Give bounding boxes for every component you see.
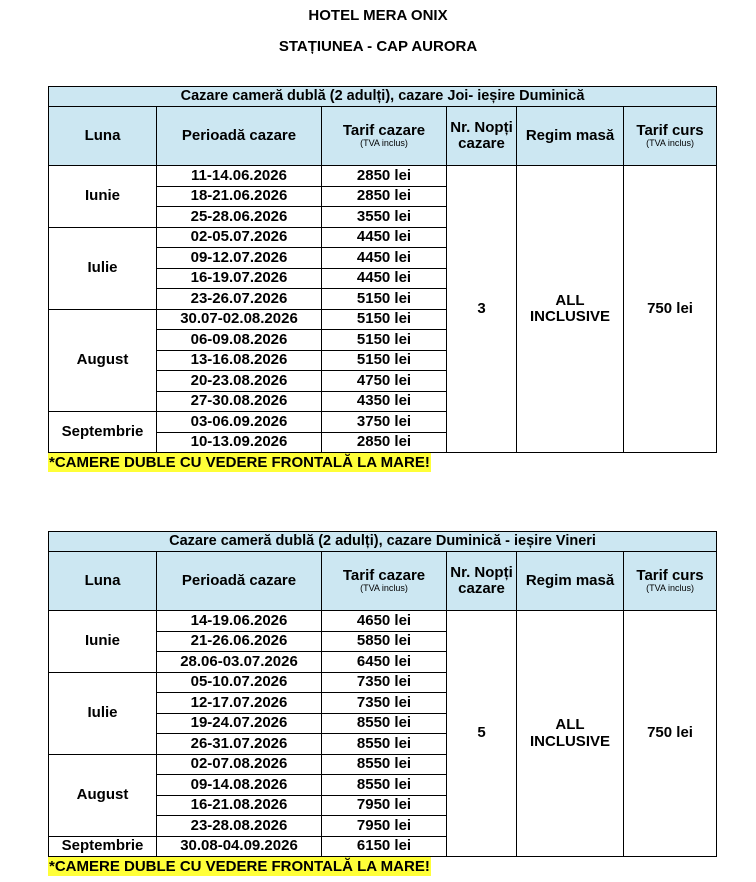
price-cell: 4750 lei xyxy=(322,371,447,392)
price-cell: 5150 lei xyxy=(322,350,447,371)
header-period-label: Perioadă cazare xyxy=(181,126,297,144)
price-cell: 8550 lei xyxy=(322,754,447,775)
price-cell: 7350 lei xyxy=(322,672,447,693)
header-course-fee-label: Tarif curs xyxy=(636,121,704,139)
table-caption: Cazare cameră dublă (2 adulți), cazare Duminică - ieșire Vineri xyxy=(49,532,717,552)
period-cell: 26-31.07.2026 xyxy=(157,734,322,755)
price-cell: 4650 lei xyxy=(322,611,447,632)
period-cell: 18-21.06.2026 xyxy=(157,186,322,207)
period-cell: 20-23.08.2026 xyxy=(157,371,322,392)
header-period xyxy=(157,107,322,166)
period-cell: 30.08-04.09.2026 xyxy=(157,836,322,857)
header-meal-label: Regim masă xyxy=(525,571,615,589)
period-cell: 12-17.07.2026 xyxy=(157,693,322,714)
header-price-label: Tarif cazare xyxy=(342,566,426,584)
period-cell: 09-14.08.2026 xyxy=(157,775,322,796)
period-cell: 25-28.06.2026 xyxy=(157,207,322,228)
header-price xyxy=(322,552,447,611)
vat-note: (TVA inclus) xyxy=(360,583,408,594)
month-cell: August xyxy=(49,754,157,836)
sea-view-note: *CAMERE DUBLE CU VEDERE FRONTALĂ LA MARE! xyxy=(49,858,430,875)
price-cell: 3550 lei xyxy=(322,207,447,228)
header-row xyxy=(49,552,717,611)
period-cell: 09-12.07.2026 xyxy=(157,248,322,269)
period-cell: 27-30.08.2026 xyxy=(157,391,322,412)
period-cell: 28.06-03.07.2026 xyxy=(157,652,322,673)
table-caption-row xyxy=(49,87,717,107)
nights-cell: 3 xyxy=(447,166,517,453)
month-cell: Iunie xyxy=(49,611,157,673)
price-table-thursday-sunday xyxy=(48,86,717,453)
header-course-fee xyxy=(624,552,717,611)
header-month-label: Luna xyxy=(84,571,121,589)
period-cell: 02-07.08.2026 xyxy=(157,754,322,775)
course-fee-cell: 750 lei xyxy=(624,166,717,453)
period-cell: 16-21.08.2026 xyxy=(157,795,322,816)
period-cell: 10-13.09.2026 xyxy=(157,432,322,453)
header-course-fee xyxy=(624,107,717,166)
month-cell: August xyxy=(49,309,157,412)
table-row xyxy=(49,611,717,632)
price-cell: 4350 lei xyxy=(322,391,447,412)
price-cell: 4450 lei xyxy=(322,268,447,289)
period-cell: 21-26.06.2026 xyxy=(157,631,322,652)
hotel-title: HOTEL MERA ONIX xyxy=(308,7,448,24)
price-cell: 4450 lei xyxy=(322,227,447,248)
month-cell: Septembrie xyxy=(49,836,157,857)
vat-note: (TVA inclus) xyxy=(646,583,694,594)
nights-cell: 5 xyxy=(447,611,517,857)
period-cell: 23-28.08.2026 xyxy=(157,816,322,837)
meal-cell: ALL INCLUSIVE xyxy=(517,166,624,453)
price-cell: 2850 lei xyxy=(322,166,447,187)
header-nights-label: Nr. Nopți cazare xyxy=(450,563,513,597)
header-period xyxy=(157,552,322,611)
table-row xyxy=(49,166,717,187)
price-cell: 5850 lei xyxy=(322,631,447,652)
table-caption: Cazare cameră dublă (2 adulți), cazare Joi- ieșire Duminică xyxy=(49,87,717,107)
price-cell: 5150 lei xyxy=(322,309,447,330)
period-cell: 11-14.06.2026 xyxy=(157,166,322,187)
price-cell: 7350 lei xyxy=(322,693,447,714)
header-course-fee-label: Tarif curs xyxy=(636,566,704,584)
header-nights xyxy=(447,107,517,166)
period-cell: 06-09.08.2026 xyxy=(157,330,322,351)
price-cell: 6150 lei xyxy=(322,836,447,857)
price-cell: 8550 lei xyxy=(322,713,447,734)
price-cell: 6450 lei xyxy=(322,652,447,673)
price-cell: 3750 lei xyxy=(322,412,447,433)
vat-note: (TVA inclus) xyxy=(360,138,408,149)
header-month xyxy=(49,552,157,611)
price-cell: 7950 lei xyxy=(322,816,447,837)
month-cell: Iulie xyxy=(49,227,157,309)
header-price-label: Tarif cazare xyxy=(342,121,426,139)
price-cell: 8550 lei xyxy=(322,775,447,796)
header-meal-label: Regim masă xyxy=(525,126,615,144)
period-cell: 16-19.07.2026 xyxy=(157,268,322,289)
price-table-sunday-friday xyxy=(48,531,717,857)
price-cell: 5150 lei xyxy=(322,330,447,351)
header-price xyxy=(322,107,447,166)
price-cell: 8550 lei xyxy=(322,734,447,755)
month-cell: Iulie xyxy=(49,672,157,754)
sea-view-note: *CAMERE DUBLE CU VEDERE FRONTALĂ LA MARE! xyxy=(49,454,430,471)
course-fee-cell: 750 lei xyxy=(624,611,717,857)
price-cell: 7950 lei xyxy=(322,795,447,816)
vat-note: (TVA inclus) xyxy=(646,138,694,149)
header-meal xyxy=(517,107,624,166)
resort-title: STAȚIUNEA - CAP AURORA xyxy=(278,38,478,55)
period-cell: 30.07-02.08.2026 xyxy=(157,309,322,330)
meal-cell: ALL INCLUSIVE xyxy=(517,611,624,857)
header-row xyxy=(49,107,717,166)
period-cell: 02-05.07.2026 xyxy=(157,227,322,248)
header-nights xyxy=(447,552,517,611)
price-cell: 2850 lei xyxy=(322,186,447,207)
period-cell: 03-06.09.2026 xyxy=(157,412,322,433)
header-period-label: Perioadă cazare xyxy=(181,571,297,589)
header-month xyxy=(49,107,157,166)
period-cell: 05-10.07.2026 xyxy=(157,672,322,693)
header-nights-label: Nr. Nopți cazare xyxy=(450,118,513,152)
header-month-label: Luna xyxy=(84,126,121,144)
month-cell: Iunie xyxy=(49,166,157,228)
price-cell: 2850 lei xyxy=(322,432,447,453)
table-caption-row xyxy=(49,532,717,552)
period-cell: 23-26.07.2026 xyxy=(157,289,322,310)
header-meal xyxy=(517,552,624,611)
period-cell: 13-16.08.2026 xyxy=(157,350,322,371)
period-cell: 19-24.07.2026 xyxy=(157,713,322,734)
price-cell: 5150 lei xyxy=(322,289,447,310)
month-cell: Septembrie xyxy=(49,412,157,453)
price-cell: 4450 lei xyxy=(322,248,447,269)
period-cell: 14-19.06.2026 xyxy=(157,611,322,632)
